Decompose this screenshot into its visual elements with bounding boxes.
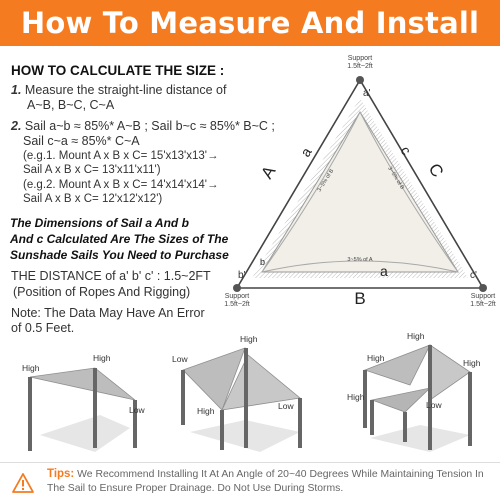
- support-left-dot: [233, 284, 241, 292]
- middle-high-1: High: [240, 334, 258, 344]
- sail-right-2: [430, 345, 470, 400]
- note-line-1: Note: The Data May Have An Error: [11, 306, 205, 320]
- triangle-diagram: [220, 50, 500, 310]
- middle-high-2: High: [197, 406, 215, 416]
- sail-left: [30, 368, 135, 400]
- sail-label-a-bottom: a: [380, 263, 388, 279]
- right-high-2: High: [407, 331, 425, 341]
- support-left-range: 1.5ft~2ft: [224, 301, 250, 308]
- warning-icon: [12, 472, 34, 494]
- support-right-range: 1.5ft~2ft: [470, 301, 496, 308]
- sail-label-c-right: c: [397, 143, 415, 158]
- example-2-line-1: (e.g.2. Mount A x B x C= 14'x14'x14'→: [23, 179, 219, 191]
- install-example-right: [347, 331, 481, 452]
- step-1-number: 1.: [11, 83, 22, 97]
- tips-text: [47, 467, 487, 496]
- pole-left-2: [93, 368, 97, 448]
- install-example-left: [22, 353, 145, 452]
- mount-label-C: C: [424, 160, 448, 181]
- middle-low: Low: [172, 354, 188, 364]
- pct-label-left: 3~5% of B: [316, 168, 336, 194]
- pole-middle-1: [181, 370, 185, 425]
- pct-label-bottom: 3~5% of A: [347, 257, 373, 263]
- right-high-4: High: [347, 392, 365, 402]
- sail-right-1: [365, 345, 430, 385]
- tips-label: Tips:: [47, 468, 75, 480]
- right-high-3: High: [463, 358, 481, 368]
- left-low: Low: [129, 405, 145, 415]
- install-examples: [0, 331, 500, 460]
- shade-right: [370, 425, 470, 452]
- tips-bar: [0, 462, 500, 501]
- pole-right-4: [370, 400, 374, 435]
- step-1-line-1: Measure the straight-line distance of: [24, 83, 227, 97]
- page-title: How To Measure And Install: [0, 0, 500, 46]
- note-line-2: of 0.5 Feet.: [11, 321, 75, 335]
- support-right-dot: [479, 284, 487, 292]
- support-top-range: 1.5ft~2ft: [347, 63, 373, 70]
- sail-label-b: b: [260, 257, 266, 267]
- install-example-middle: [172, 334, 302, 452]
- dimensions-note-line-3: Sunshade Sails You Need to Purchase: [10, 248, 229, 262]
- support-left-label: Support: [224, 293, 250, 300]
- corner-a-prime: a': [363, 88, 371, 99]
- sail-label-a-left: a: [296, 144, 315, 160]
- left-high-2: High: [93, 353, 111, 363]
- right-high-1: High: [367, 353, 385, 363]
- support-right-label: Support: [470, 293, 496, 300]
- left-high-1: High: [22, 363, 40, 373]
- pole-middle-2: [244, 348, 248, 448]
- pole-right-2: [428, 345, 432, 450]
- tips-body: We Recommend Installing It At An Angle of 20~40 Degrees While Maintaining Tension In The Sail to Ensure Proper Drainage. Do Not Use During Storms.: [47, 469, 484, 494]
- pole-middle-4: [298, 398, 302, 448]
- pole-left-1: [28, 377, 32, 451]
- step-2-line-2: Sail c~a ≈ 85%* C~A: [23, 134, 140, 148]
- dimensions-note-line-2: And c Calculated Are The Sizes of The: [10, 232, 229, 246]
- sail-triangle: [262, 112, 458, 272]
- pct-label-right: 3~5% of B: [386, 165, 405, 191]
- pole-middle-3: [220, 410, 224, 450]
- dimensions-note-line-1: The Dimensions of Sail a And b: [10, 216, 189, 230]
- mount-label-A: A: [257, 162, 280, 183]
- mount-label-B: B: [354, 289, 366, 308]
- middle-low-2: Low: [278, 401, 294, 411]
- step-2-number: 2.: [11, 119, 22, 133]
- distance-line-1: THE DISTANCE of a' b' c' : 1.5~2FT: [11, 269, 211, 283]
- example-2-line-2: Sail A x B x C= 12'x12'x12'): [23, 193, 163, 205]
- support-top-dot: [356, 76, 364, 84]
- distance-line-2: (Position of Ropes And Rigging): [13, 285, 191, 299]
- corner-b-prime: b': [238, 270, 246, 281]
- right-low: Low: [426, 400, 442, 410]
- step-1-line-2: A~B, B~C, C~A: [27, 98, 115, 112]
- pole-right-3: [468, 372, 472, 446]
- pole-right-5: [403, 412, 407, 442]
- support-top-label: Support: [347, 55, 373, 62]
- step-2-line-1: Sail a~b ≈ 85%* A~B ; Sail b~c ≈ 85%* B~C ;: [24, 119, 275, 133]
- example-1-line-1: (e.g.1. Mount A x B x C= 15'x13'x13'→: [23, 150, 219, 162]
- shade-left: [40, 415, 130, 452]
- step-1: [11, 83, 226, 99]
- sail-right-3: [372, 388, 430, 412]
- corner-c-prime: c': [470, 270, 477, 281]
- calc-heading: HOW TO CALCULATE THE SIZE :: [11, 63, 225, 78]
- example-1-line-2: Sail A x B x C= 13'x11'x11'): [23, 164, 161, 176]
